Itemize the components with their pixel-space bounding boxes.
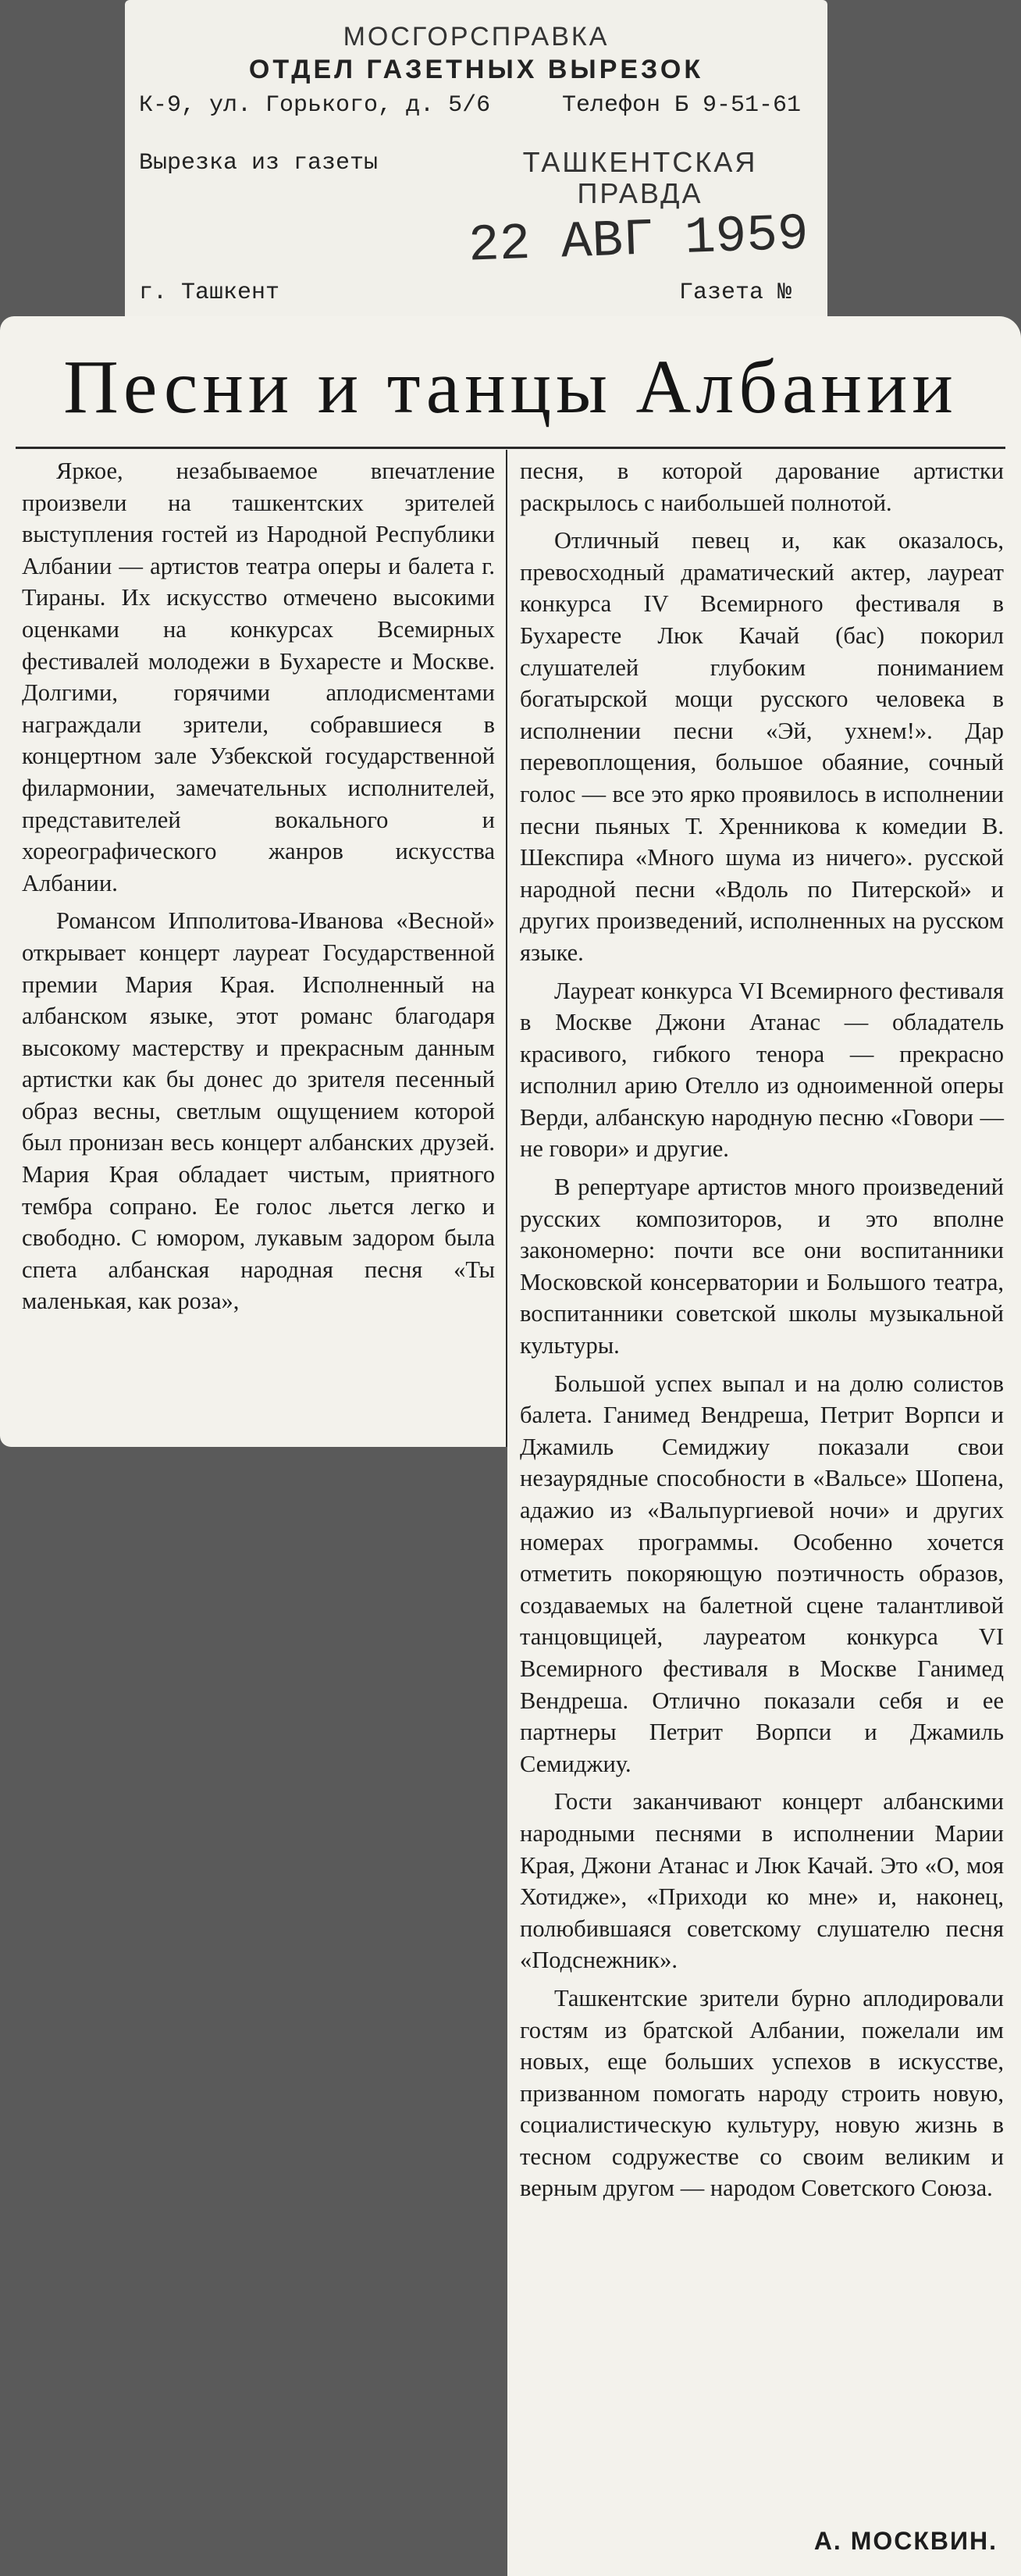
agency-address: К-9, ул. Горького, д. 5/6 <box>139 92 491 119</box>
article-paragraph: Отличный певец и, как оказалось, превосходный драматический актер, лауреат конкурса IV Всемирного фестиваля в Бухаресте Люк Качай (бас) покорил слушателей глубоким пониманием богатырской мощи русского человека в исполнении песни «Эй, ухнем!». Дар перевоплощения, большое обаяние, сочный голос — все это ярко проявилось в исполнении песни пьяных Т. Хренникова к комедии В. Шекспира «Много шума из ничего». русской народной песни «Вдоль по Питерской» и других произведений, исполненных на русском языке. <box>520 527 1004 966</box>
article-paragraph: В репертуаре артистов много произведений русских композиторов, и это вполне закономерно: почти все они воспитанники Московской консерватории и Большого театра, воспитанники советской школы музыкальной культуры. <box>520 1174 1004 1359</box>
article-paragraph: Большой успех выпал и на долю солистов балета. Ганимед Вендреша, Петрит Ворпси и Джамиль Семиджиу показали свои незаурядные способности в «Вальсе» Шопена, адажио из «Вальпургиевой ночи» и других номерах программы. Особенно хочется отметить покоряющую поэтичность образов, создаваемых на балетной сцене талантливой танцовщицей, лауреатом конкурса VI Всемирного фестиваля в Москве Ганимед Вендреша. Отлично показали себя и ее партнеры Петрит Ворпси и Джамиль Семиджиу. <box>520 1370 1004 1777</box>
article-paragraph: Яркое, незабываемое впечатление произвели на ташкентских зрителей выступления гостей из Народной Республики Албании — артистов театра оперы и балета г. Тираны. Их искусство отмечено высокими оценками на конкурсах Всемирных фестивалей молодежи в Бухаресте и Москве. Долгими, горячими аплодисментами награждали зрители, собравшиеся в концертном зале Узбекской государственной филармонии, замечательных исполнителей, представителей вокального и хореографического жанров искусства Албании. <box>22 458 495 896</box>
newspaper-name: ТАШКЕНТСКАЯ ПРАВДА <box>522 146 758 209</box>
agency-phone: Телефон Б 9-51-61 <box>562 92 802 119</box>
article-paragraph: Романсом Ипполитова-Иванова «Весной» открывает концерт лауреат Государственной премии Мария Края. Исполненный на албанском языке, этот романс благодаря высокому мастерству и прекрасным данным артистки как бы донес до зрителя песенный образ весны, светлым ощущением которой был пронизан весь концерт албанских друзей. Мария Края обладает чистым, приятного тембра сопрано. Ее голос льется легко и свободно. С юмором, лукавым задором была спета албанская народная песня «Ты маленькая, как роза», <box>22 907 495 1315</box>
clipping-service-stamp <box>125 0 827 328</box>
article-headline: Песни и танцы Албании <box>63 345 958 429</box>
article-paragraph: Лауреат конкурса VI Всемирного фестиваля в Москве Джони Атанас — обладатель красивого, гибкого тенора — прекрасно исполнил арию Отелло из одноименной оперы Верди, албанскую народную песню «Говори — не говори» и другие. <box>520 977 1004 1163</box>
article-paragraph: Ташкентские зрители бурно аплодировали гостям из братской Албании, пожелали им новых, еще больших успехов в искусстве, призванном помогать народу строить новую, социалистическую культуру, новую жизнь в тесном содружестве со своим великим и верным другом — народом Советского Союза. <box>520 1984 1004 2202</box>
article-column-1 <box>22 455 495 1324</box>
date-stamp: 22 АВГ 1959 <box>467 205 809 276</box>
headline-rule <box>16 447 1005 449</box>
agency-name: МОСГОРСПРАВКА <box>343 22 610 52</box>
article-author: А. МОСКВИН. <box>813 2527 998 2555</box>
city-label: г. Ташкент <box>139 280 280 306</box>
cut-from-label: Вырезка из газеты <box>139 150 379 176</box>
article-paragraph: Гости заканчивают концерт албанскими народными песнями в исполнении Марии Края, Джони Атанас и Люк Качай. Это «О, моя Хотидже», «Приходи ко мне» и, наконец, полюбившаяся советскому слушателю песня «Подснежник». <box>520 1788 1004 1974</box>
gazeta-number-label: Газета № <box>679 280 792 306</box>
article-column-2 <box>520 455 1004 2211</box>
department-name: ОТДЕЛ ГАЗЕТНЫХ ВЫРЕЗОК <box>248 55 704 84</box>
column-rule <box>506 450 507 1447</box>
article-paragraph: песня, в которой дарование артистки раскрылось с наибольшей полнотой. <box>520 458 1004 516</box>
